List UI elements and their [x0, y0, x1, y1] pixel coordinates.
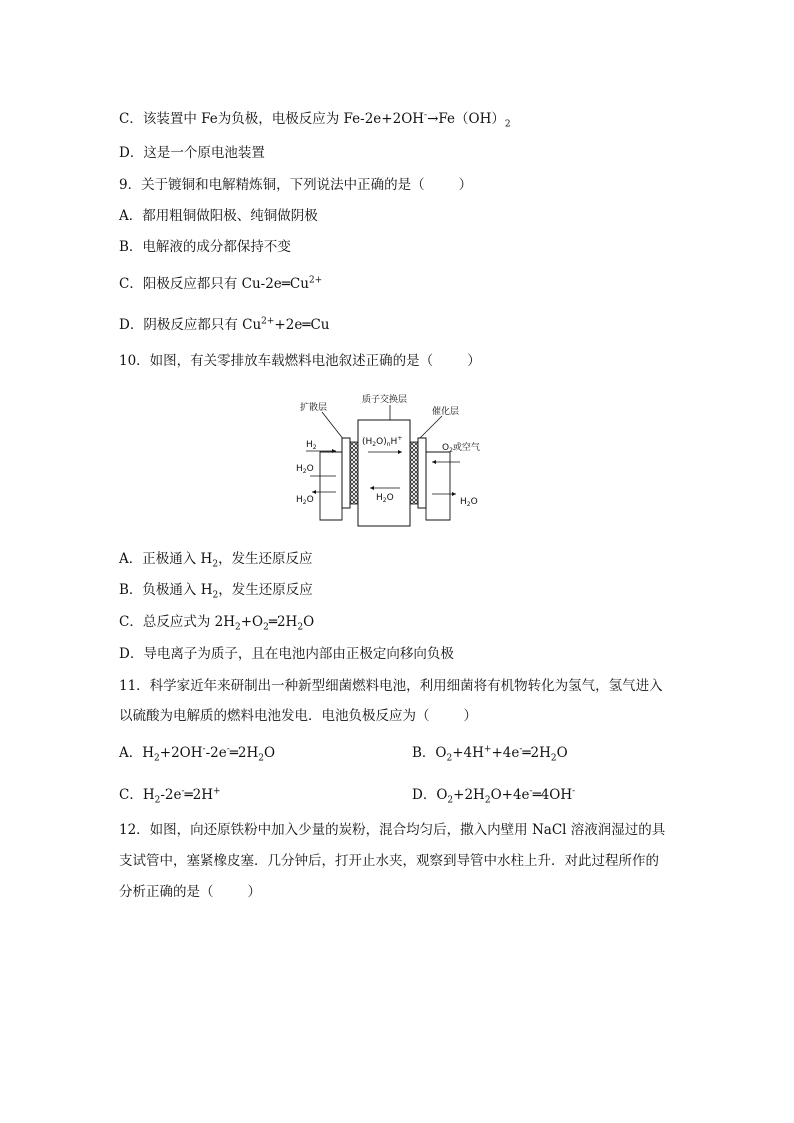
q9-stem: [119, 175, 472, 195]
q11-option-a-tail2: ═2H: [229, 745, 259, 761]
q11-option-d-sup2: -: [572, 786, 576, 797]
q10-option-d: D．导电离子为质子，且在电池内部由正极定向移向负极: [119, 646, 454, 662]
label-h2-left: [306, 440, 317, 451]
q11-option-a: [119, 743, 275, 763]
q9-option-a: A．都用粗铜做阳极、纯铜做阴极: [119, 208, 318, 224]
label-h2o-left-1-o: O: [306, 464, 314, 474]
right-electrode-plate: [418, 438, 426, 508]
q10-stem: [119, 351, 481, 371]
label-h2o-left-1-h: H: [296, 464, 303, 474]
label-diffusion-layer: 扩散层: [300, 403, 328, 413]
label-h2o-left-2-o: O: [306, 495, 314, 505]
q10-option-c-mid2: ═2H: [268, 614, 298, 630]
q12-line3-close: ）: [247, 884, 261, 900]
q10-option-c-sub1: 2: [234, 622, 241, 633]
label-h2o-right-h: H: [460, 497, 467, 507]
q9-option-d: [119, 315, 329, 335]
q8-option-c-sup: -: [424, 110, 428, 121]
q11-option-d-tail: O+4e: [490, 787, 530, 803]
left-electrode-plate: [342, 438, 350, 508]
q11-option-b-end: O: [556, 745, 568, 761]
q10-option-c-mid: +O: [240, 614, 264, 630]
q10-option-c-tail: O: [303, 614, 315, 630]
q11-option-c-tail: ═2H: [184, 787, 214, 803]
label-h2o-left-2: [296, 495, 314, 506]
q10-stem-close: ）: [467, 353, 481, 369]
q11-stem-line2-text: 以硫酸为电解质的燃料电池发电．电池负极反应为（: [119, 708, 430, 724]
q11-stem-line1: 11．科学家近年来研制出一种新型细菌燃料电池，利用细菌将有机物转化为氢气，氢气进入: [119, 678, 663, 694]
q11-option-a-sup2: -: [226, 744, 230, 755]
q11-option-b-sup: +: [483, 744, 492, 755]
label-h2o-right-sub: 2: [466, 501, 471, 508]
q11-stem-line2: [119, 706, 477, 726]
label-h2o-center-h: H: [376, 493, 383, 503]
label-proton-close: O): [376, 437, 387, 447]
label-catalyst-layer: 催化层: [432, 407, 460, 417]
q12-line3-text: 分析正确的是（: [119, 884, 214, 900]
label-proton-n: n: [386, 441, 391, 448]
q9-option-b: B．电解液的成分都保持不变: [119, 239, 291, 255]
label-h2-left-sub: 2: [312, 444, 317, 451]
q11-option-a-sup: -: [202, 744, 206, 755]
label-proton-plus: +: [397, 435, 403, 442]
label-h2o-right: [460, 497, 478, 508]
q10-option-b: [119, 580, 313, 600]
q11-option-c-sub: 2: [154, 795, 161, 806]
q11-option-c-sup: -: [181, 786, 185, 797]
q10-option-c-sub2: 2: [263, 622, 269, 633]
q11-option-a-text: A．H: [119, 745, 155, 761]
label-proton-h: H: [390, 437, 398, 447]
label-proton: [362, 435, 402, 448]
left-catalyst-hatch: [350, 442, 358, 504]
label-h2-left-h: H: [306, 440, 313, 450]
fuel-cell-diagram: [292, 392, 512, 528]
q9-option-d-sup: 2+: [261, 316, 275, 327]
q11-stem-close: ）: [463, 708, 477, 724]
q9-option-c-text: C．阳极反应都只有 Cu-2e═Cu: [119, 276, 309, 292]
q9-option-c: [119, 274, 322, 294]
leader-diffusion: [322, 412, 344, 440]
label-o2-sub: 2: [449, 447, 453, 454]
q10-option-a: [119, 549, 313, 569]
q10-option-a-text: A．正极通入 H: [119, 551, 213, 567]
q11-option-b-sub: 2: [446, 753, 453, 764]
label-h2o-left-1-sub: 2: [302, 468, 307, 475]
q11-option-c-text: C．H: [119, 787, 155, 803]
q11-option-d-sub2: 2: [484, 795, 491, 806]
q11-option-b-tail2: ═2H: [522, 745, 551, 761]
label-h2o-center-o: O: [386, 493, 394, 503]
q9-option-c-sup: 2+: [308, 275, 323, 286]
q11-option-c-sup2: +: [213, 786, 221, 797]
leader-catalyst: [418, 416, 442, 440]
label-h2o-left-1: [296, 464, 314, 475]
q8-option-d: D．这是一个原电池装置: [119, 145, 265, 161]
q11-option-a-sub: 2: [154, 753, 160, 764]
q11-option-a-sub2: 2: [258, 753, 264, 764]
q11-option-a-tail: -2e: [205, 745, 227, 761]
label-proton-sub2: 2: [372, 441, 377, 448]
q11-option-d-text: D．O: [412, 787, 448, 803]
q11-option-d: [412, 785, 575, 805]
label-h2o-center-sub: 2: [382, 497, 387, 504]
q11-option-c: [119, 785, 221, 805]
q11-option-d-sup: -: [529, 786, 533, 797]
q9-stem-text: 9．关于镀铜和电解精炼铜，下列说法中正确的是（: [119, 177, 425, 193]
q8-option-c-text: C．该装置中 Fe为负极，电极反应为 Fe-2e+2OH: [119, 111, 425, 127]
q11-option-d-tail2: ═4OH: [532, 787, 573, 803]
arrow-h2o-right-head: [452, 492, 456, 496]
q10-option-c: [119, 612, 314, 632]
label-h2o-left-2-sub: 2: [302, 499, 307, 506]
left-outer-wire: [320, 452, 342, 520]
label-h2o-left-2-h: H: [296, 495, 303, 505]
label-h2o-right-o: O: [470, 497, 478, 507]
arrow-o2-in-head: [432, 460, 436, 464]
q9-stem-close: ）: [458, 177, 473, 193]
q11-option-d-mid: +2H: [453, 787, 485, 803]
label-proton-exchange-layer: 质子交换层: [362, 395, 408, 405]
q11-option-b-sup2: -: [519, 744, 523, 755]
q10-option-c-text: C．总反应式为 2H: [119, 614, 235, 630]
arrow-h2o-left-2-head: [312, 490, 316, 494]
q10-option-b-tail: ，发生还原反应: [218, 582, 313, 598]
q10-option-b-text: B．负极通入 H: [119, 582, 213, 598]
q8-option-c: [119, 109, 511, 129]
q11-option-b-sub2: 2: [550, 753, 557, 764]
q11-option-c-mid: -2e: [160, 787, 182, 803]
q10-stem-text: 10．如图，有关零排放车载燃料电池叙述正确的是（: [119, 353, 434, 369]
q9-option-d-text: D．阴极反应都只有 Cu: [119, 317, 262, 333]
q11-option-a-end: O: [263, 745, 276, 761]
q8-option-c-sub: 2: [504, 119, 511, 130]
label-o2-o: O: [442, 443, 450, 453]
right-catalyst-hatch: [410, 442, 418, 504]
q10-option-b-sub: 2: [212, 590, 219, 601]
q10-option-c-sub3: 2: [297, 622, 304, 633]
q12-line2: 支试管中，塞紧橡皮塞．几分钟后，打开止水夹，观察到导管中水柱上升．对此过程所作的: [119, 853, 659, 869]
q12-line3: [119, 882, 261, 902]
label-o2-air: [442, 441, 480, 454]
q10-option-a-tail: ，发生还原反应: [218, 551, 313, 567]
q12-line1: 12．如图，向还原铁粉中加入少量的炭粉，混合均匀后，撒入内壁用 NaCl 溶液润湿过的具: [119, 822, 666, 838]
q11-option-b-mid: +4H: [452, 745, 484, 761]
q11-option-d-sub: 2: [447, 795, 454, 806]
q11-option-a-mid: +2OH: [159, 745, 203, 761]
label-proton-open: (H: [362, 437, 373, 447]
q11-option-b-text: B．O: [412, 745, 447, 761]
q9-option-d-tail: +2e═Cu: [274, 317, 330, 333]
label-o2-tail: 或空气: [452, 443, 480, 453]
q11-option-b: [412, 743, 568, 763]
q10-option-a-sub: 2: [212, 559, 219, 570]
q11-option-b-tail: +4e: [491, 745, 520, 761]
q8-option-c-tail: →Fe（OH）: [427, 111, 505, 127]
